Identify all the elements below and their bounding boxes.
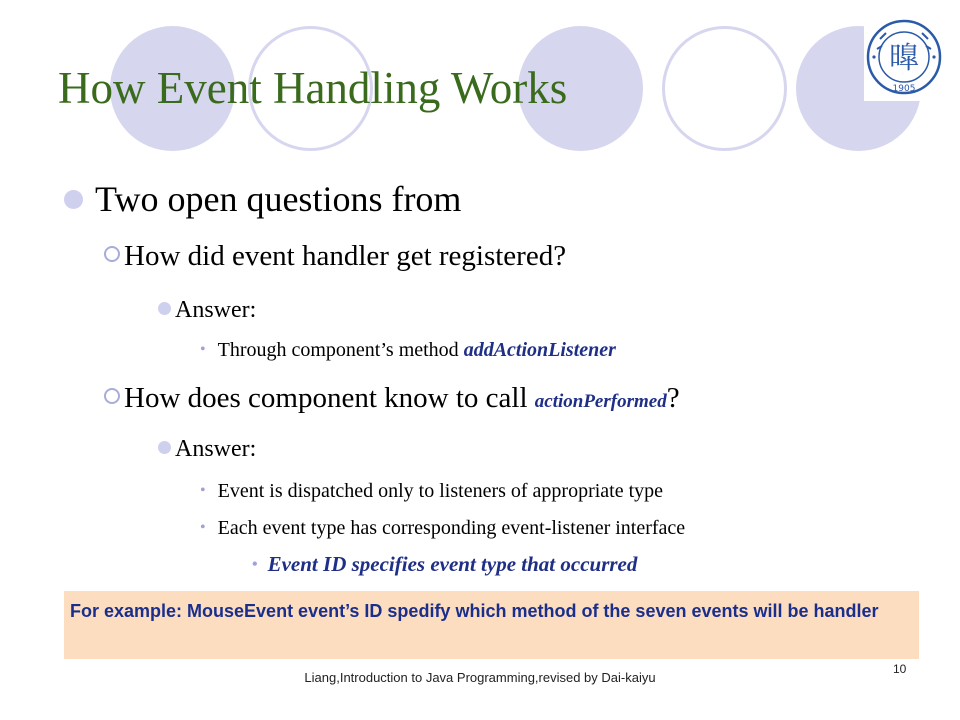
question-1 [104, 240, 566, 273]
question-1-text: How did event handler get registered? [124, 240, 567, 272]
slide-footer: Liang,Introduction to Java Programming,revised by Dai-kaiyu [304, 670, 656, 685]
code-add-action-listener: addActionListener [463, 339, 616, 361]
answer-text: Event is dispatched only to listeners of appropriate type [217, 480, 664, 502]
sub-item-text: Event ID specifies event type that occurred [267, 552, 638, 576]
ring-bullet-icon [104, 388, 120, 404]
question-2-suffix: ? [666, 382, 680, 414]
q2-sub-item [252, 552, 637, 577]
example-note-text: For example: MouseEvent event’s ID spedify which method of the seven events will be handler [70, 601, 879, 621]
code-action-performed: actionPerformed [534, 391, 667, 412]
ring-bullet-icon [104, 246, 120, 262]
answer-text: Through component’s method [217, 339, 464, 361]
small-bullet-icon: • [252, 556, 258, 573]
svg-text:1905: 1905 [892, 84, 916, 94]
university-seal-icon [864, 13, 944, 101]
bullet-dot-icon [64, 190, 83, 209]
q1-answer-item [200, 339, 616, 362]
bullet-dot-icon [158, 441, 171, 454]
page-number: 10 [893, 662, 907, 676]
q2-answer-label [158, 436, 256, 463]
svg-text:曍: 曍 [889, 41, 919, 76]
question-2-text: How does component know to call [124, 382, 535, 414]
example-note-box [64, 591, 919, 659]
answer-text: Each event type has corresponding event-listener interface [217, 517, 686, 539]
small-bullet-icon: • [200, 482, 206, 499]
q1-answer-label [158, 297, 256, 324]
small-bullet-icon: • [200, 519, 206, 536]
question-2 [104, 382, 680, 415]
bullet-open-questions [64, 178, 461, 220]
bullet-text: Two open questions from [95, 179, 462, 219]
answer-label-text: Answer: [175, 436, 257, 462]
q2-answer-item-1 [200, 480, 663, 503]
decor-circle-4 [662, 26, 787, 151]
answer-label-text: Answer: [175, 297, 257, 323]
bullet-dot-icon [158, 302, 171, 315]
slide-title: How Event Handling Works [58, 63, 568, 113]
small-bullet-icon: • [200, 341, 206, 358]
q2-answer-item-2 [200, 517, 685, 540]
university-logo [864, 13, 944, 101]
